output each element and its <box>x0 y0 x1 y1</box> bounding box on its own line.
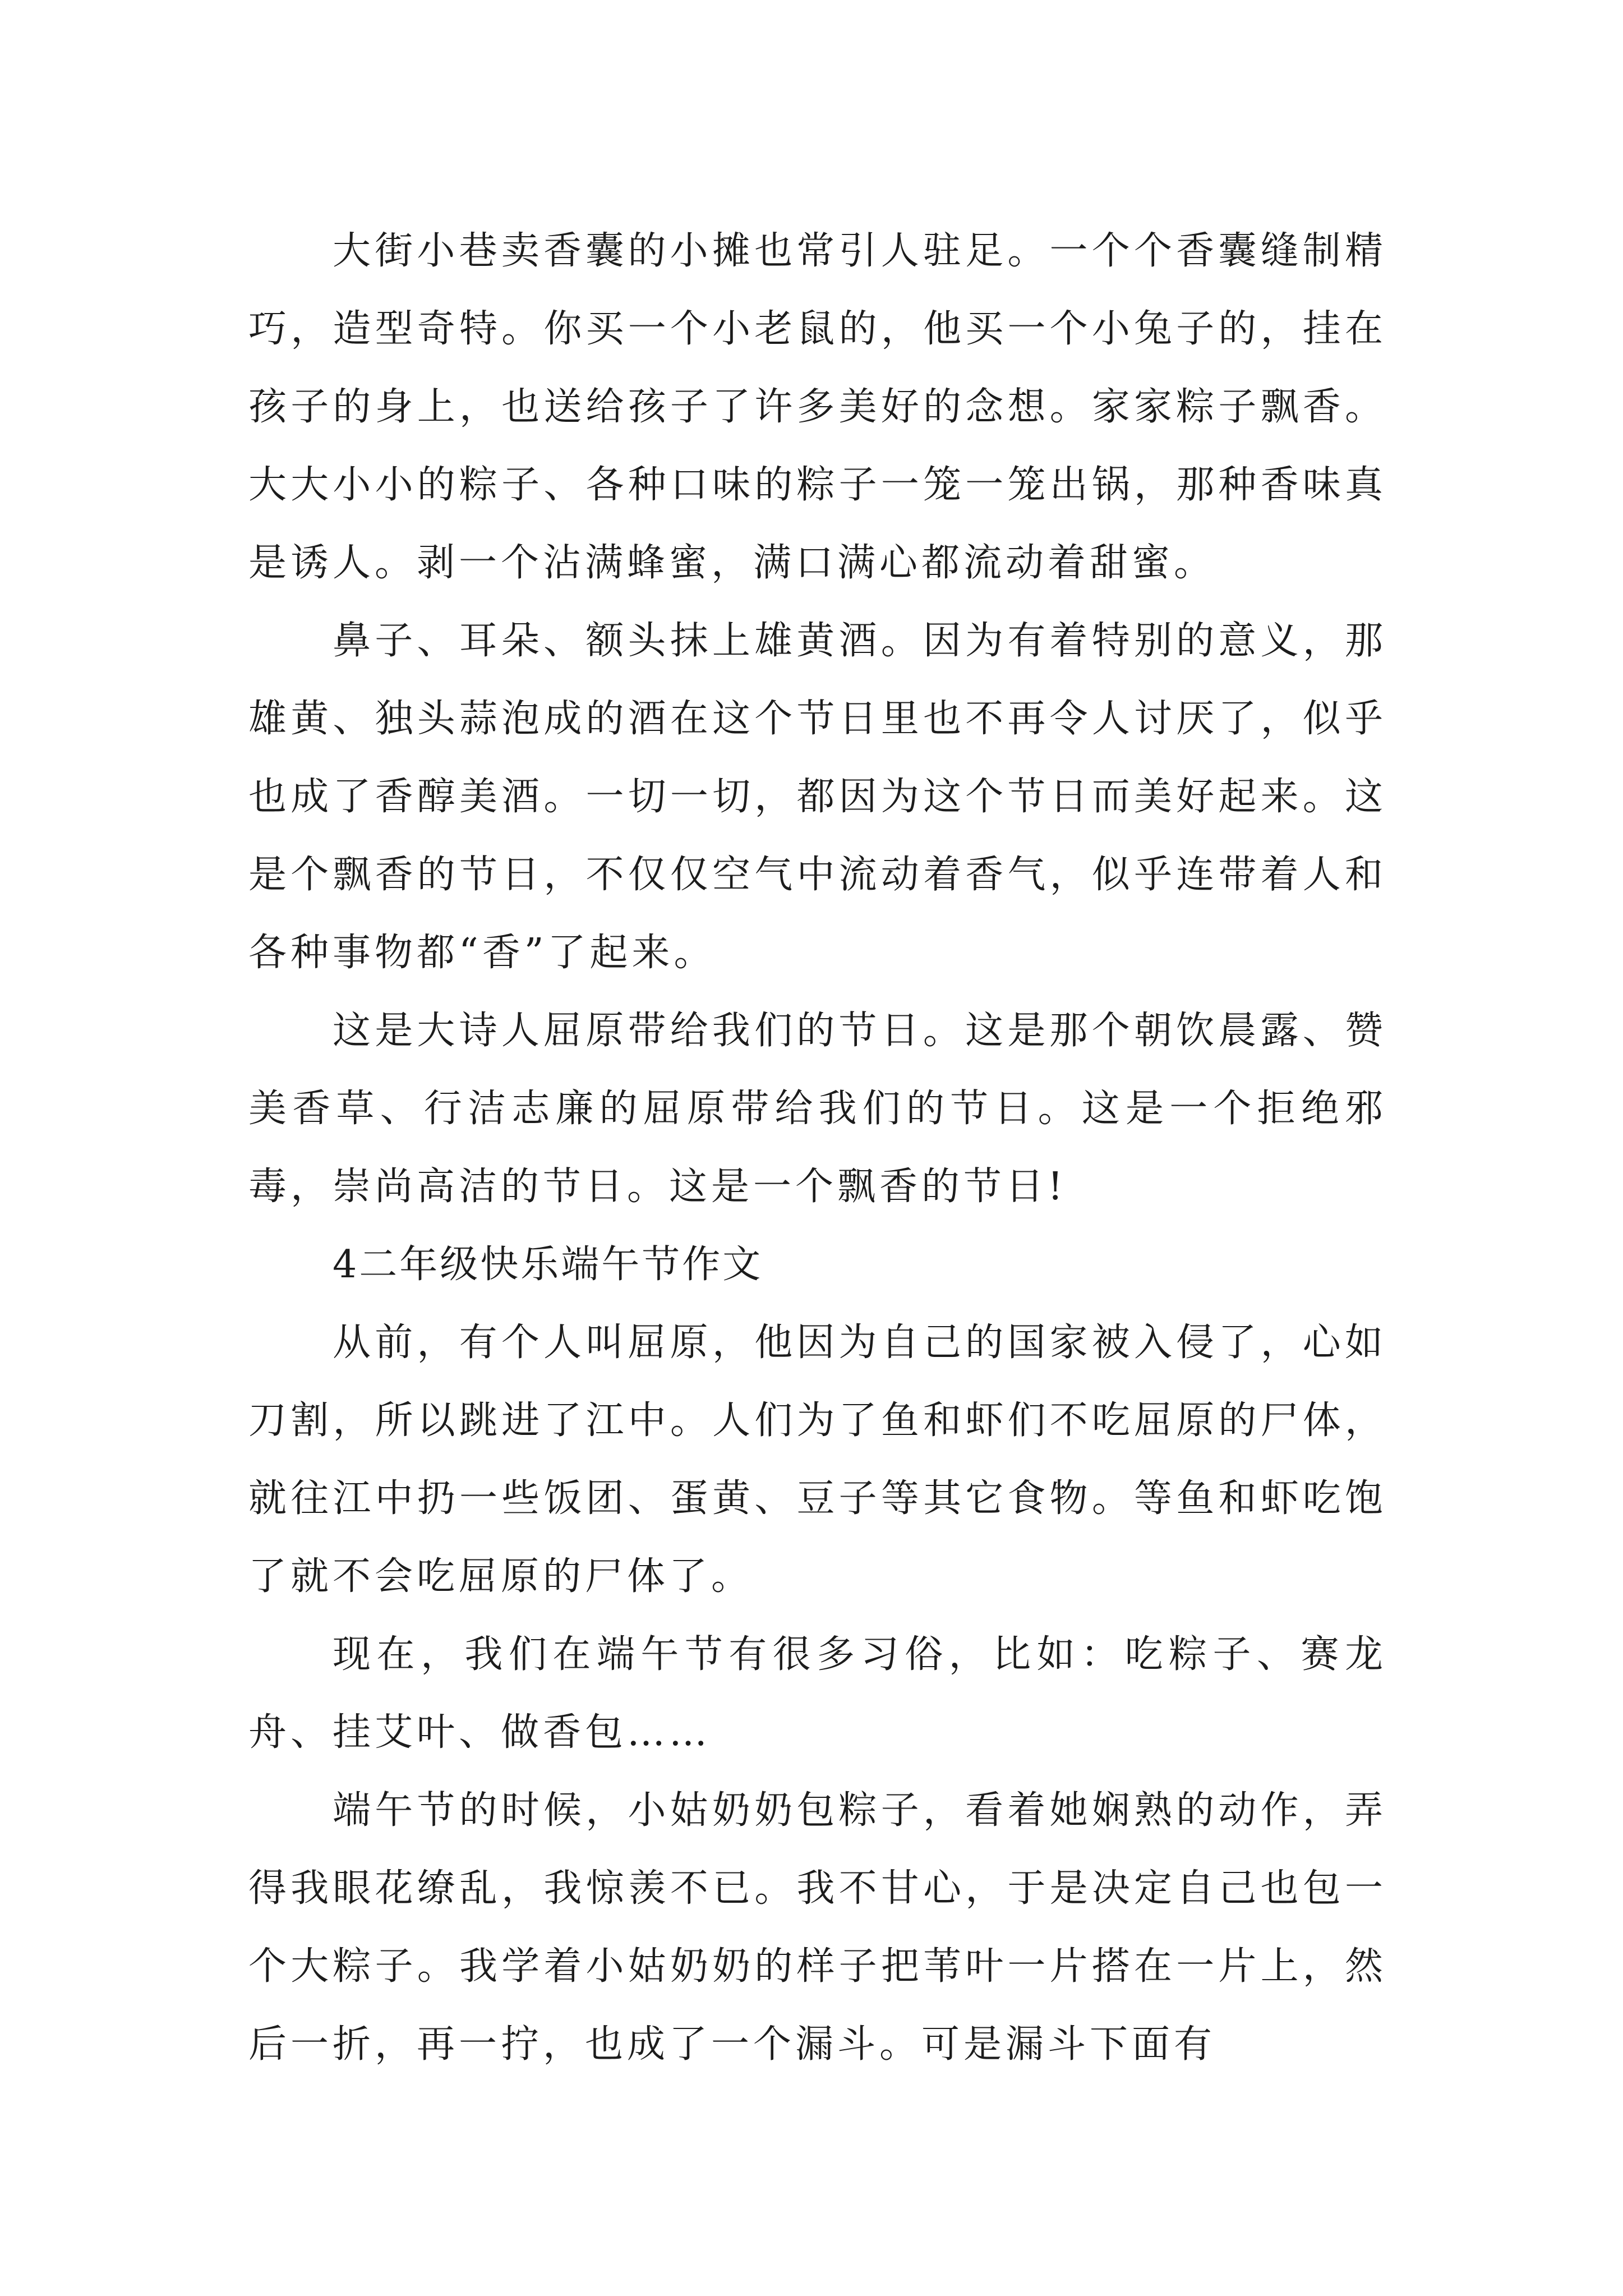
paragraph: 鼻子、耳朵、额头抹上雄黄酒。因为有着特别的意义，那雄黄、独头蒜泡成的酒在这个节日里也不再令人讨厌了，似乎也成了香醇美酒。一切一切，都因为这个节日而美好起来。这是个飘香的节日，不仅仅空气中流动着香气，似乎连带着人和各种事物都“香”了起来。 <box>248 619 1387 975</box>
document-body <box>248 212 1387 2083</box>
paragraph: 这是大诗人屈原带给我们的节日。这是那个朝饮晨露、赞美香草、行洁志廉的屈原带给我们的节日。这是一个拒绝邪毒，崇尚高洁的节日。这是一个飘香的节日! <box>248 1009 1387 1209</box>
paragraph: 端午节的时候，小姑奶奶包粽子，看着她娴熟的动作，弄得我眼花缭乱，我惊羡不已。我不甘心，于是决定自己也包一个大粽子。我学着小姑奶奶的样子把苇叶一片搭在一片上，然后一折，再一拧，也成了一个漏斗。可是漏斗下面有 <box>248 1788 1387 2067</box>
paragraph: 大街小巷卖香囊的小摊也常引人驻足。一个个香囊缝制精巧，造型奇特。你买一个小老鼠的，他买一个小兔子的，挂在孩子的身上，也送给孩子了许多美好的念想。家家粽子飘香。大大小小的粽子、各种口味的粽子一笼一笼出锅，那种香味真是诱人。剥一个沾满蜂蜜，满口满心都流动着甜蜜。 <box>248 229 1387 585</box>
section-heading: 4二年级快乐端午节作文 <box>333 1243 763 1287</box>
paragraph: 现在，我们在端午节有很多习俗，比如：吃粽子、赛龙舟、挂艾叶、做香包…… <box>248 1632 1387 1755</box>
paragraph: 从前，有个人叫屈原，他因为自己的国家被入侵了，心如刀割，所以跳进了江中。人们为了鱼和虾们不吃屈原的尸体，就往江中扔一些饭团、蛋黄、豆子等其它食物。等鱼和虾吃饱了就不会吃屈原的尸体了。 <box>248 1320 1387 1599</box>
